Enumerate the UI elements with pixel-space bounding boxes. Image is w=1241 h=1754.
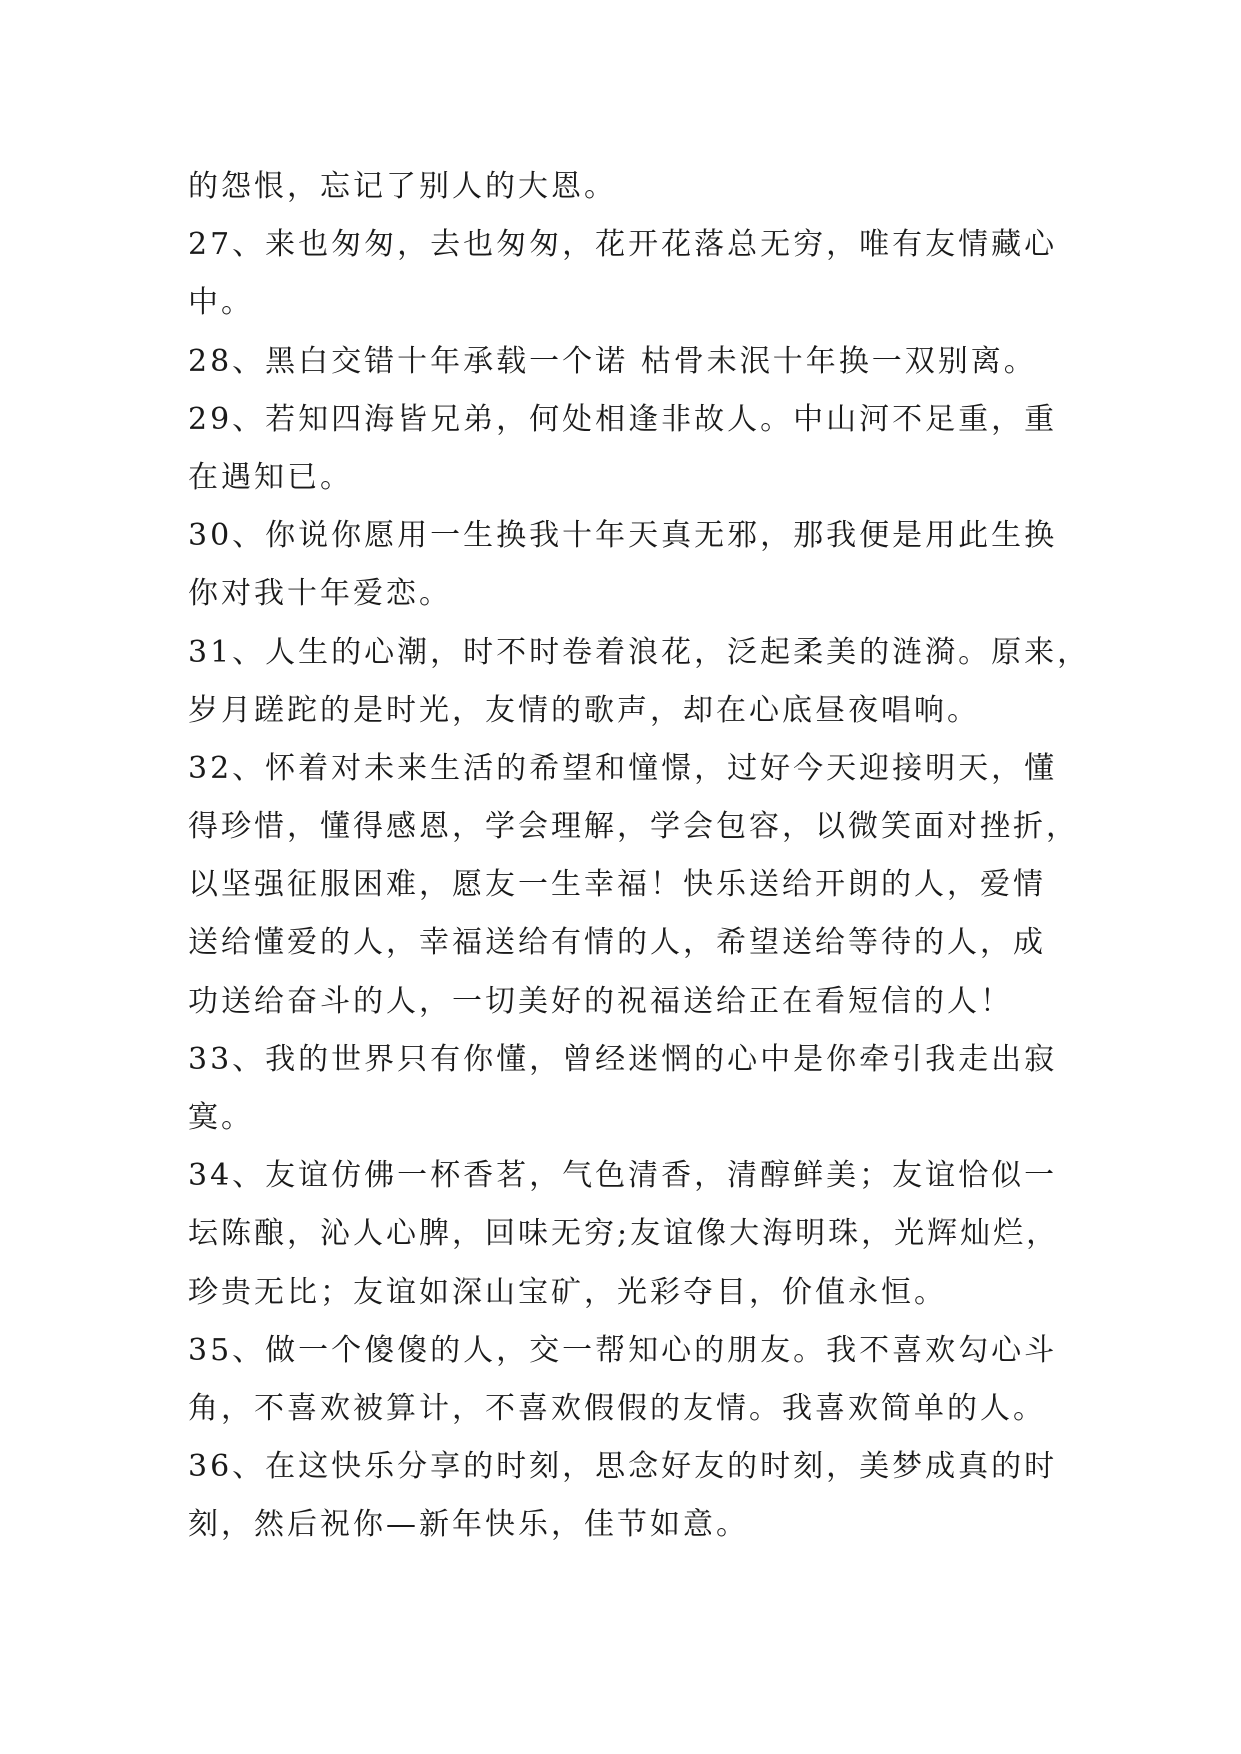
text-line: 34、友谊仿佛一杯香茗，气色清香，清醇鲜美；友谊恰似一 bbox=[188, 1158, 1058, 1194]
text-line: 中。 bbox=[188, 285, 254, 321]
text-line: 32、怀着对未来生活的希望和憧憬，过好今天迎接明天，懂 bbox=[188, 750, 1058, 786]
text-line: 的怨恨，忘记了别人的大恩。 bbox=[188, 169, 617, 204]
text-line: 28、黑白交错十年承载一个诺 枯骨未泯十年换一双别离。 bbox=[188, 343, 1037, 379]
text-line: 36、在这快乐分享的时刻，思念好友的时刻，美梦成真的时 bbox=[188, 1449, 1058, 1485]
text-line: 珍贵无比；友谊如深山宝矿，光彩夺目，价值永恒。 bbox=[188, 1274, 947, 1310]
text-line: 30、你说你愿用一生换我十年天真无邪，那我便是用此生换 bbox=[188, 518, 1058, 554]
text-line: 刻，然后祝你—新年快乐，佳节如意。 bbox=[188, 1507, 749, 1543]
text-line: 27、来也匆匆，去也匆匆，花开花落总无穷，唯有友情藏心 bbox=[188, 227, 1058, 263]
text-line: 角，不喜欢被算计，不喜欢假假的友情。我喜欢简单的人。 bbox=[188, 1390, 1046, 1426]
text-line: 以坚强征服困难，愿友一生幸福！快乐送给开朗的人，爱情 bbox=[188, 867, 1046, 903]
text-line: 35、做一个傻傻的人，交一帮知心的朋友。我不喜欢勾心斗 bbox=[188, 1332, 1058, 1368]
text-line: 你对我十年爱恋。 bbox=[188, 576, 452, 612]
text-line: 功送给奋斗的人，一切美好的祝福送给正在看短信的人！ bbox=[188, 983, 1013, 1019]
text-line: 送给懂爱的人，幸福送给有情的人，希望送给等待的人，成 bbox=[188, 925, 1046, 961]
text-line: 在遇知已。 bbox=[188, 459, 353, 495]
text-line: 坛陈酿，沁人心脾，回味无穷;友谊像大海明珠，光辉灿烂， bbox=[188, 1216, 1060, 1252]
text-line: 得珍惜，懂得感恩，学会理解，学会包容，以微笑面对挫折， bbox=[188, 809, 1079, 845]
text-line: 岁月蹉跎的是时光，友情的歌声，却在心底昼夜唱响。 bbox=[188, 692, 980, 728]
text-line: 29、若知四海皆兄弟，何处相逢非故人。中山河不足重，重 bbox=[188, 401, 1058, 437]
document-body bbox=[188, 158, 1091, 1555]
text-line: 31、人生的心潮，时不时卷着浪花，泛起柔美的涟漪。原来， bbox=[188, 634, 1091, 670]
text-line: 寞。 bbox=[188, 1100, 254, 1135]
text-line: 33、我的世界只有你懂，曾经迷惘的心中是你牵引我走出寂 bbox=[188, 1041, 1058, 1077]
